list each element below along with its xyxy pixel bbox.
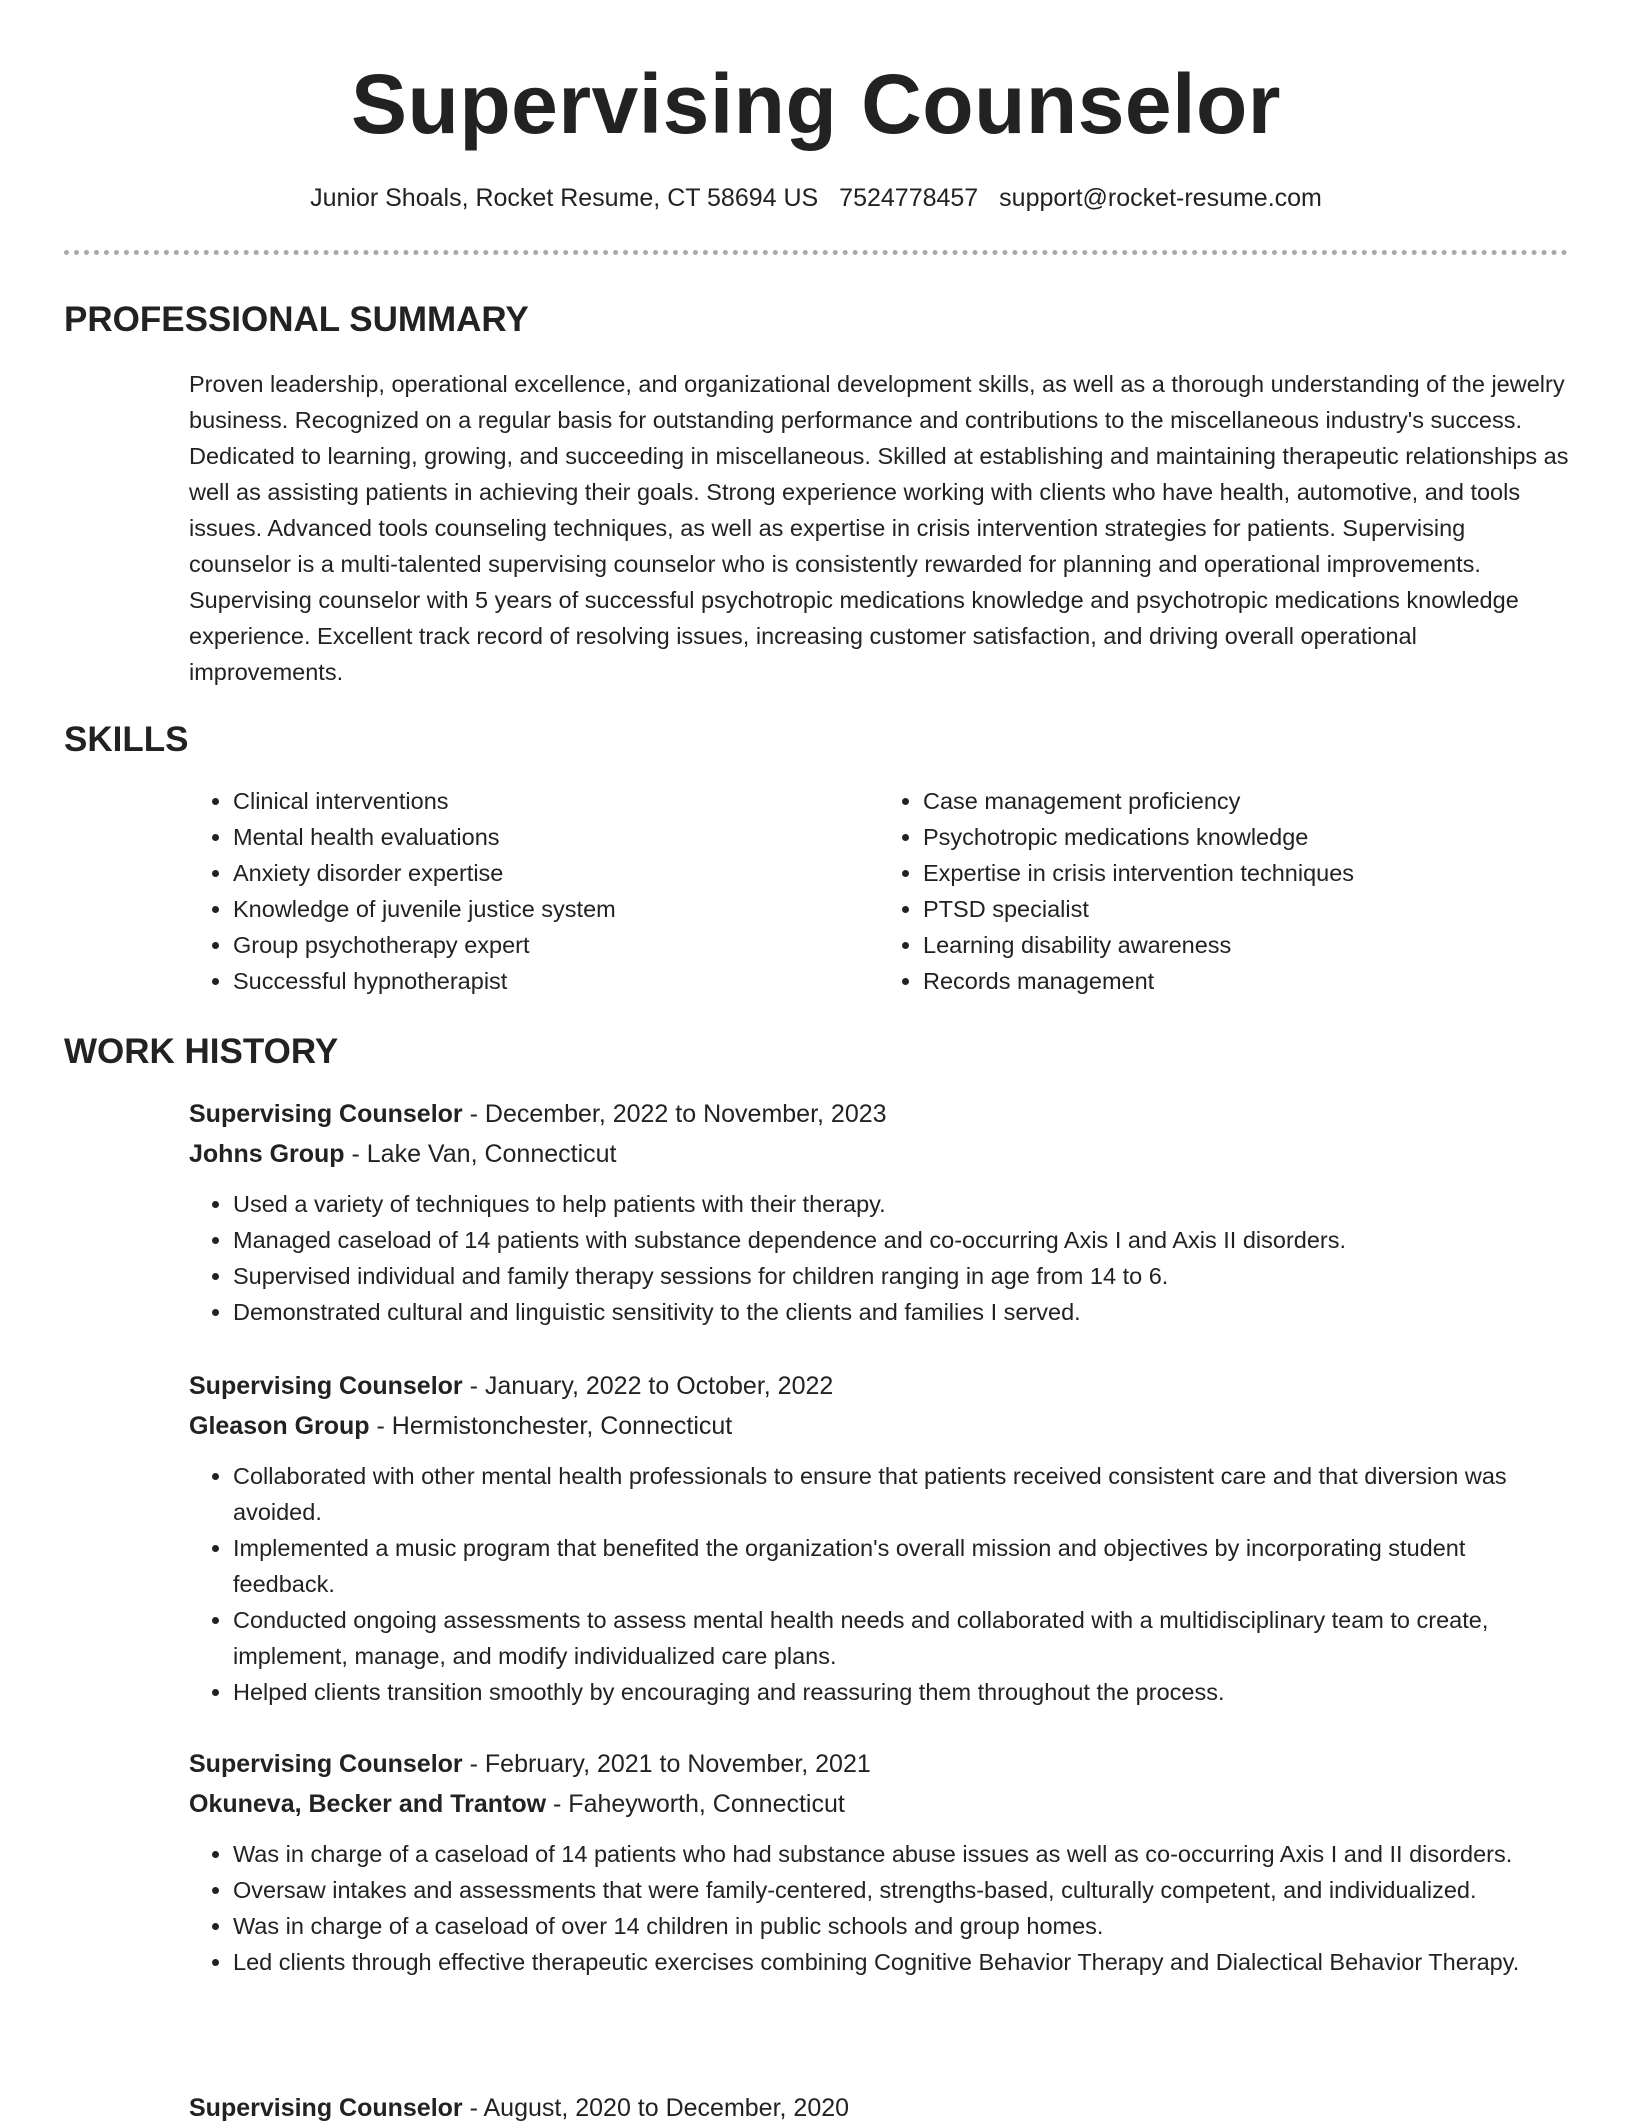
job-bullets [189,1836,1569,1980]
skill-item: • Psychotropic medications knowledge [923,819,1569,855]
job-bullet: • Was in charge of a caseload of over 14 children in public schools and group homes. [233,1908,1569,1944]
job-location: - Hermistonchester, Connecticut [369,1412,733,1440]
job-bullet: • Managed caseload of 14 patients with substance dependence and co-occurring Axis I and Axis II disorders. [233,1222,1569,1258]
job-bullet: • Demonstrated cultural and linguistic sensitivity to the clients and families I served. [233,1294,1569,1330]
job-title: Supervising Counselor [189,1750,463,1778]
job-bullet: • Used a variety of techniques to help patients with their therapy. [233,1186,1569,1222]
job-dates: - August, 2020 to December, 2020 [462,2094,850,2122]
job-bullet: • Oversaw intakes and assessments that were family-centered, strengths-based, culturally competent, and individualized. [233,1872,1569,1908]
job-bullet: • Implemented a music program that benefited the organization's overall mission and objectives by incorporating student feedback. [233,1530,1569,1602]
skill-item: • Knowledge of juvenile justice system [233,891,879,927]
job-title: Supervising Counselor [189,2094,463,2122]
job-dates: - January, 2022 to October, 2022 [462,1372,834,1400]
job-company-line [189,1784,1569,1824]
contact-phone: 7524778457 [839,184,979,212]
job-bullet: • Led clients through effective therapeutic exercises combining Cognitive Behavior Therapy and Dialectical Behavior Therapy. [233,1944,1569,1980]
skill-item: • Case management proficiency [923,783,1569,819]
skill-item: • Expertise in crisis intervention techniques [923,855,1569,891]
job-dates: - February, 2021 to November, 2021 [462,1750,871,1778]
job-bullets [189,1186,1569,1330]
skill-item: • PTSD specialist [923,891,1569,927]
header-divider [64,250,1568,255]
section-title-work-history: WORK HISTORY [64,1032,339,1071]
contact-line [0,180,1632,216]
job-title-line [189,1744,1569,1784]
job-company-line [189,1406,1569,1446]
skills-column-right [879,783,1569,999]
job-title: Supervising Counselor [189,1372,463,1400]
job-bullet: • Was in charge of a caseload of 14 patients who had substance abuse issues as well as co-occurring Axis I and II disorders. [233,1836,1569,1872]
contact-email: support@rocket-resume.com [999,184,1322,212]
skill-item: • Group psychotherapy expert [233,927,879,963]
job-bullets [189,1458,1569,1710]
job-bullet: • Collaborated with other mental health professionals to ensure that patients received consistent care and that diversion was avoided. [233,1458,1569,1530]
job-title: Supervising Counselor [189,1100,463,1128]
job-company: Johns Group [189,1140,345,1168]
skill-item: • Learning disability awareness [923,927,1569,963]
job-bullet: • Supervised individual and family therapy sessions for children ranging in age from 14 to 6. [233,1258,1569,1294]
skill-item: • Clinical interventions [233,783,879,819]
job-entry [189,1744,1569,1980]
skills-column-left [189,783,879,999]
job-company-line [189,1134,1569,1174]
section-title-summary: PROFESSIONAL SUMMARY [64,300,529,339]
skill-item: • Records management [923,963,1569,999]
job-entry [189,1366,1569,1710]
job-location: - Faheyworth, Connecticut [546,1790,845,1818]
skill-item: • Mental health evaluations [233,819,879,855]
job-title-line [189,1094,1569,1134]
job-bullet: • Conducted ongoing assessments to assess mental health needs and collaborated with a multidisciplinary team to create, implement, manage, and modify individualized care plans. [233,1602,1569,1674]
job-entry [189,2088,1569,2128]
job-title-line [189,1366,1569,1406]
skills-list [189,783,1569,999]
skill-item: • Anxiety disorder expertise [233,855,879,891]
job-dates: - December, 2022 to November, 2023 [462,1100,887,1128]
candidate-name: Supervising Counselor [351,57,1281,151]
contact-address: Junior Shoals, Rocket Resume, CT 58694 US [310,184,819,212]
job-location: - Lake Van, Connecticut [344,1140,617,1168]
job-title-line [189,2088,1569,2128]
job-bullet: • Helped clients transition smoothly by encouraging and reassuring them throughout the process. [233,1674,1569,1710]
job-company: Okuneva, Becker and Trantow [189,1790,547,1818]
job-company: Gleason Group [189,1412,370,1440]
section-title-skills: SKILLS [64,720,189,759]
skill-item: • Successful hypnotherapist [233,963,879,999]
job-entry [189,1094,1569,1330]
professional-summary: Proven leadership, operational excellence, and organizational development skills, as well as a thorough understanding of the jewelry business. Recognized on a regular basis for outstanding performance and contributions to the miscellaneous industry's success. Dedicated to learning, growing, and succeeding in miscellaneous. Skilled at establishing and maintaining therapeutic relationships as well as assisting patients in achieving their goals. Strong experience working with clients who have health, automotive, and tools issues. Advanced tools counseling techniques, as well as expertise in crisis intervention strategies for patients. Supervising counselor is a multi-talented supervising counselor who is consistently rewarded for planning and operational improvements. Supervising counselor with 5 years of successful psychotropic medications knowledge and psychotropic medications knowledge experience. Excellent track record of resolving issues, increasing customer satisfaction, and driving overall operational improvements. [189,371,1569,685]
